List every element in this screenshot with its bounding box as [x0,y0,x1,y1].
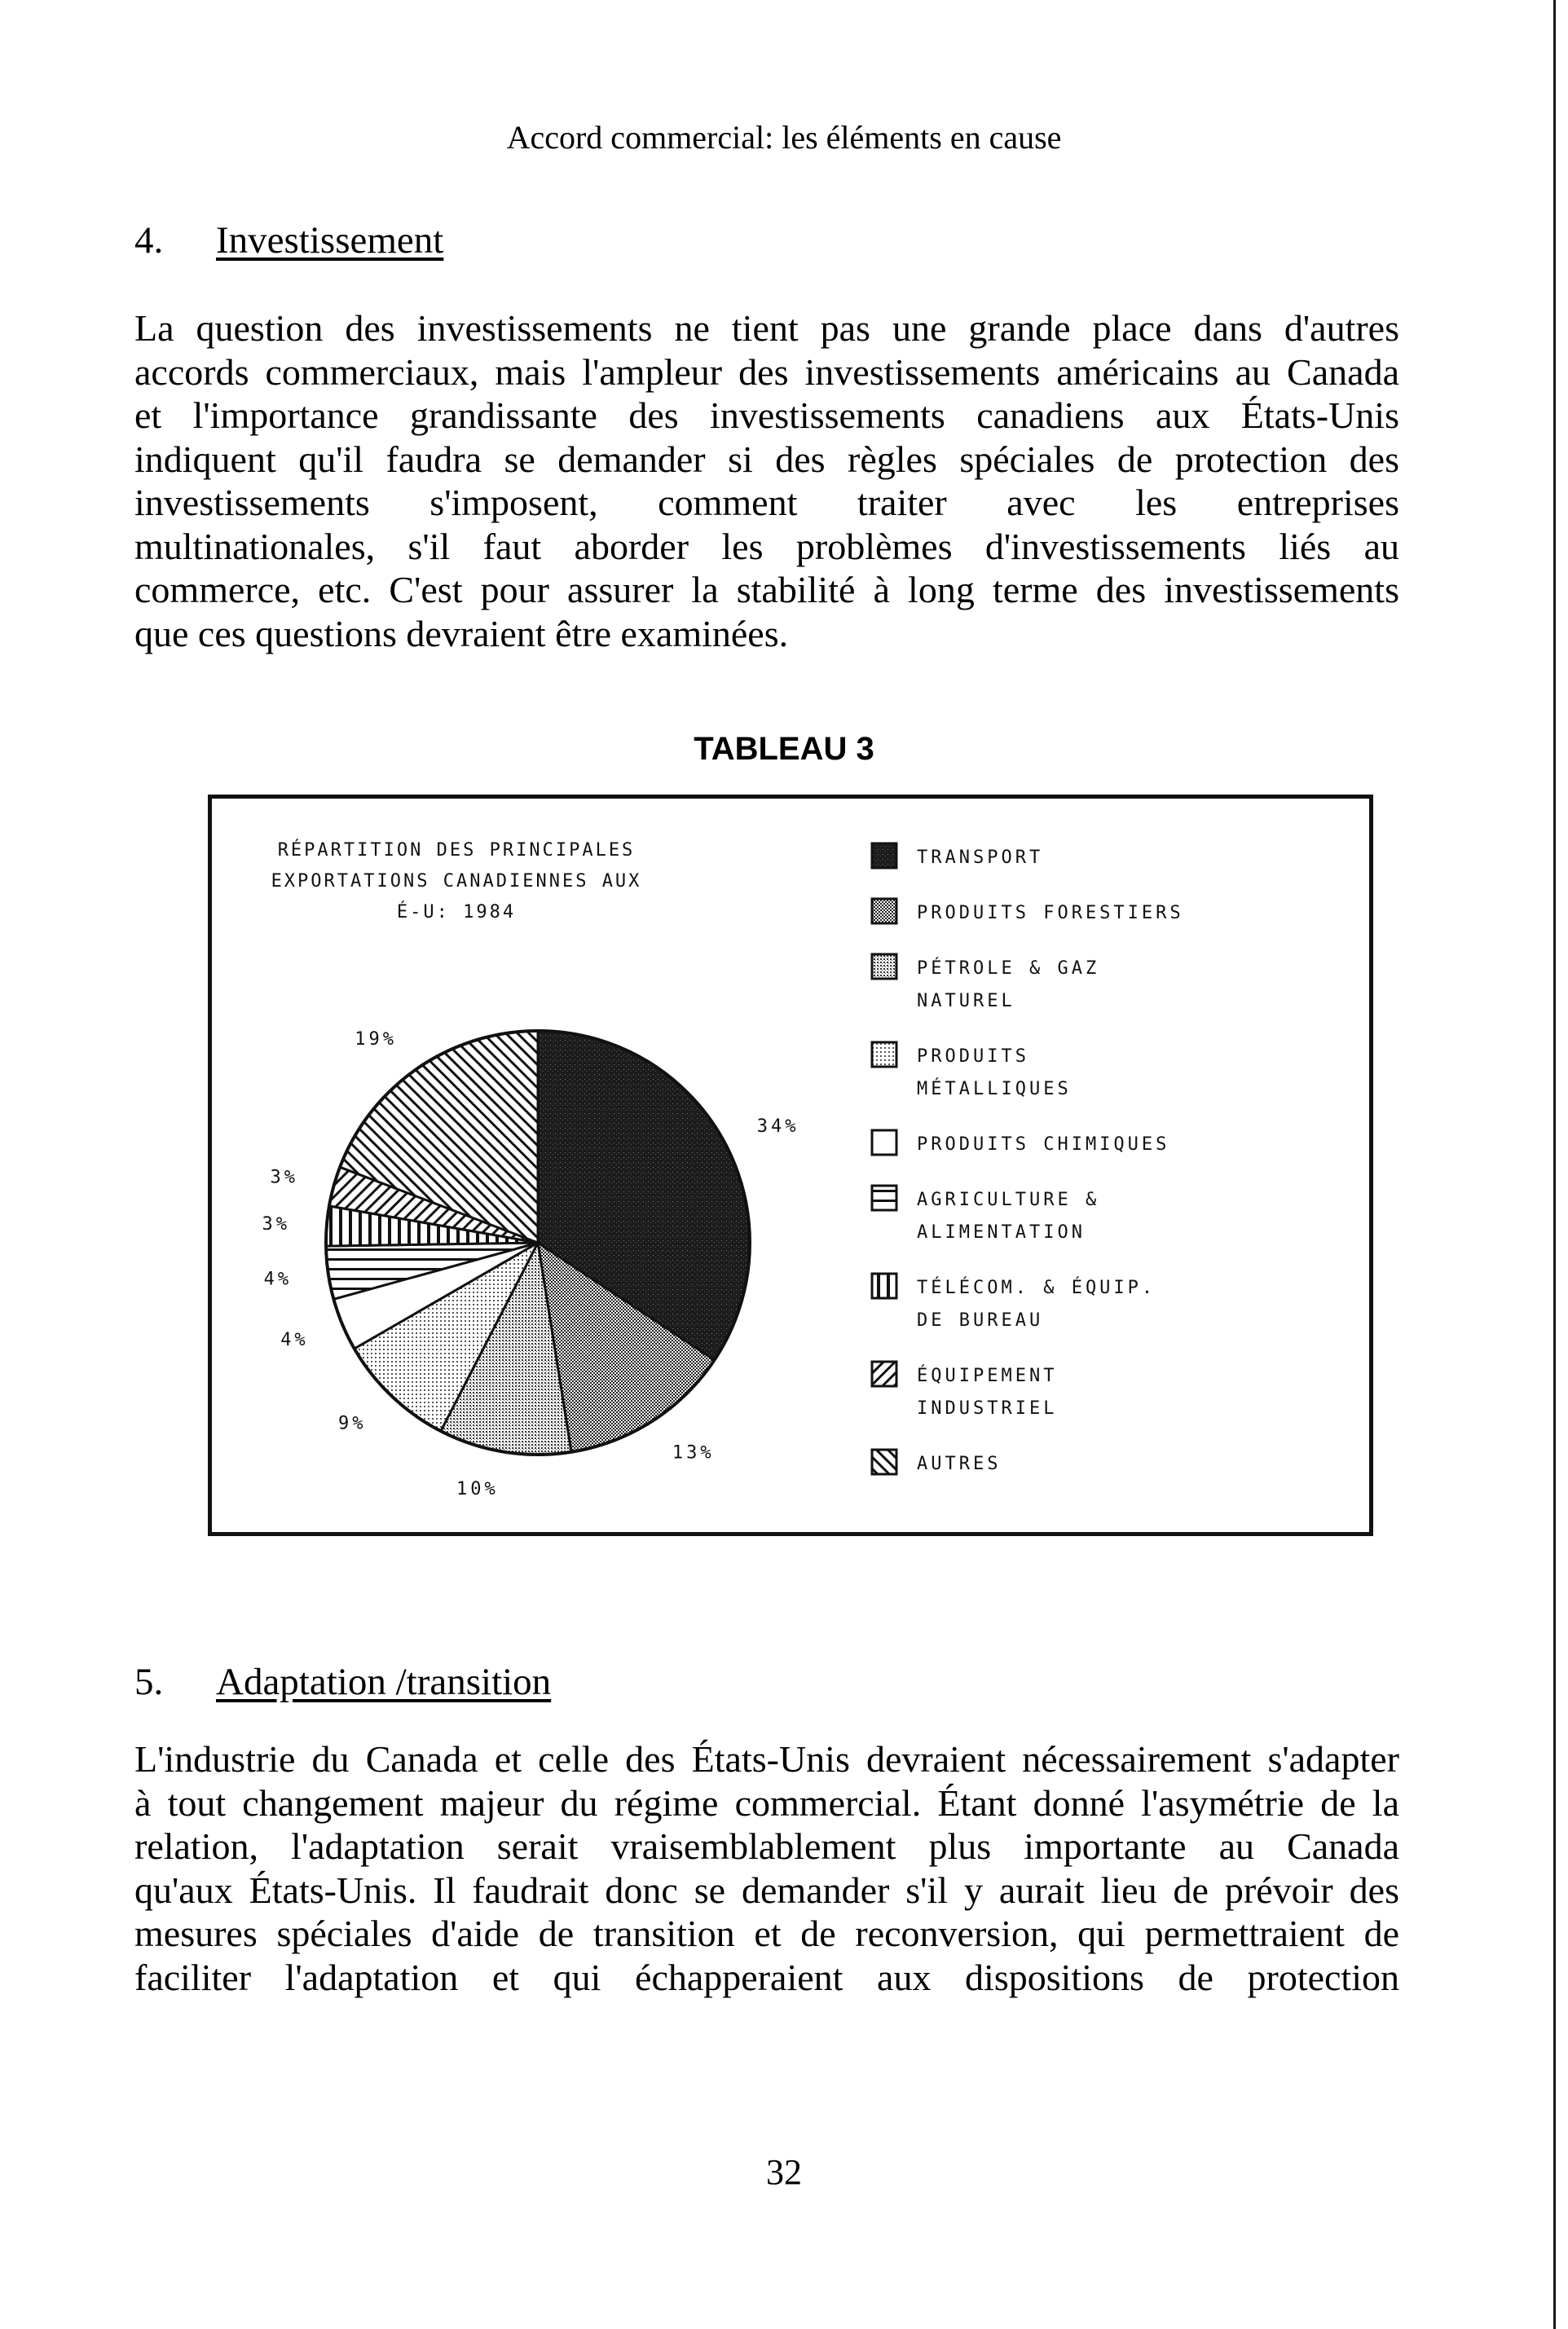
running-head: Accord commercial: les éléments en cause [506,119,1062,156]
paragraph-line: La question des investissements ne tient pas une grande place dans d'autres [134,307,1399,349]
chart-title-line: RÉPARTITION DES PRINCIPALES [277,840,636,861]
chart-title-line: É-U: 1984 [396,902,517,922]
paragraph-line: accords commerciaux, mais l'ampleur des investissements américains au Canada [134,350,1399,393]
paragraph-line: indiquent qu'il faudra se demander si des règles spéciales de protection des [134,438,1399,480]
chart-title [271,839,642,922]
legend-swatch [872,954,896,979]
section-number: 5. [134,1661,164,1703]
paragraph-line: faciliter l'adaptation et qui échapperaient aux dispositions de protection [134,1956,1399,1998]
pie-slices [326,1028,750,1455]
legend-swatch [872,1362,896,1386]
legend-label: TRANSPORT [917,848,1044,868]
pie-value-label: 3% [262,1213,290,1235]
legend-swatch [872,1130,896,1155]
legend-label: AGRICULTURE & [917,1190,1100,1210]
legend-label: DE BUREAU [917,1310,1044,1331]
pie-chart [212,799,1369,1532]
paragraph-line: commerce, etc. C'est pour assurer la stabilité à long terme des investissements [134,569,1399,610]
table-title: TABLEAU 3 [694,731,874,767]
section-heading-investissement [134,218,443,262]
legend-label: PÉTROLE & GAZ [917,958,1100,979]
legend-label: NATUREL [917,991,1015,1011]
pie-value-label: 10% [456,1479,499,1500]
paragraph-line: et l'importance grandissante des investissements canadiens aux États-Unis [134,394,1399,436]
section-title: Adaptation /transition [216,1661,552,1703]
legend-label: ALIMENTATION [917,1222,1086,1243]
legend-label: ÉQUIPEMENT [917,1366,1058,1386]
pie-value-label: 13% [672,1442,715,1464]
legend-swatch [872,1186,896,1210]
legend-swatch [872,1042,896,1067]
page-number: 32 [766,2152,802,2192]
pie-value-label: 4% [263,1269,293,1290]
paragraph-line: L'industrie du Canada et celle des États-Unis devraient nécessairement s'adapter [134,1738,1399,1780]
paragraph-line: mesures spéciales d'aide de transition et de reconversion, qui permettraient de [134,1913,1399,1954]
paragraph-line: investissements s'imposent, comment traiter avec les entreprises [134,482,1399,523]
paragraph-investissement [134,306,1399,655]
paragraph-adaptation [134,1737,1399,1999]
pie-value-label: 19% [355,1028,397,1050]
legend-label: AUTRES [917,1454,1002,1474]
paragraph-line: relation, l'adaptation serait vraisemblablement plus importante au Canada [134,1825,1399,1867]
chart-title-line: EXPORTATIONS CANADIENNES AUX [271,871,642,892]
legend-label: PRODUITS CHIMIQUES [917,1134,1170,1155]
paragraph-line: que ces questions devraient être examinées. [134,612,789,654]
pie-value-label: 9% [338,1413,367,1434]
chart-legend [872,843,1184,1474]
legend-label: INDUSTRIEL [917,1398,1058,1419]
legend-swatch [872,843,896,868]
legend-label: PRODUITS [917,1046,1029,1067]
paragraph-line: multinationales, s'il faut aborder les problèmes d'investissements liés au [134,525,1399,567]
pie-value-label: 3% [270,1167,298,1188]
paragraph-line: qu'aux États-Unis. Il faudrait donc se demander s'il y aurait lieu de prévoir des [134,1869,1399,1911]
legend-label: PRODUITS FORESTIERS [917,903,1184,923]
legend-swatch [872,1450,896,1474]
legend-swatch [872,1274,896,1298]
paragraph-line: à tout changement majeur du régime commercial. Étant donné l'asymétrie de la [134,1781,1399,1824]
chart-figure [208,795,1373,1536]
page-edge-line [1553,0,1556,2329]
legend-swatch [872,899,896,923]
pie-value-label: 4% [280,1329,309,1350]
section-title: Investissement [216,219,444,262]
section-heading-adaptation [134,1660,551,1704]
pie-value-label: 34% [756,1116,799,1137]
legend-label: MÉTALLIQUES [917,1079,1072,1099]
section-number: 4. [134,219,164,262]
legend-label: TÉLÉCOM. & ÉQUIP. [917,1278,1156,1298]
